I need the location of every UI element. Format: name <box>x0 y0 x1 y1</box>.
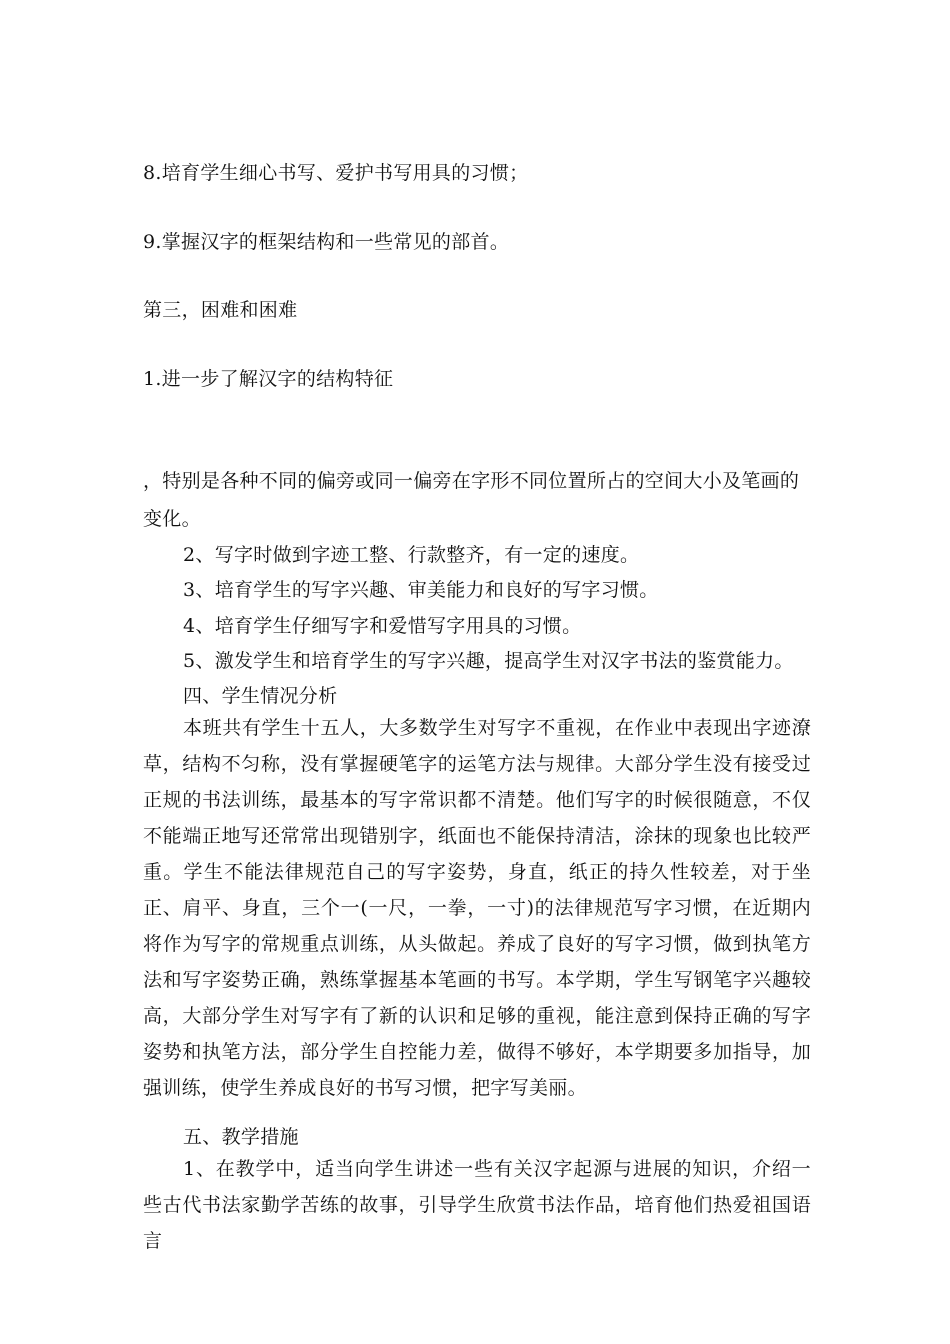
item-9: 9.掌握汉字的框架结构和一些常见的部首。 <box>143 231 510 253</box>
item-8: 8.培育学生细心书写、爱护书写用具的习惯； <box>143 162 529 184</box>
section-5-heading: 五、教学措施 <box>183 1126 299 1148</box>
list-item-4: 4、培育学生仔细写字和爱惜写字用具的习惯。 <box>183 615 582 637</box>
section-5-paragraph: 1、在教学中，适当向学生讲述一些有关汉字起源与进展的知识，介绍一些古代书法家勤学苦练的故事，引导学生欣赏书法作品，培育他们热爱祖国语言 <box>143 1158 811 1252</box>
list-item-2: 2、写字时做到字迹工整、行款整齐，有一定的速度。 <box>183 544 640 566</box>
list-item-3: 3、培育学生的写字兴趣、审美能力和良好的写字习惯。 <box>183 579 659 601</box>
list-item-5: 5、激发学生和培育学生的写字兴趣，提高学生对汉字书法的鉴赏能力。 <box>183 650 794 672</box>
continuation-line-2: 变化。 <box>143 508 201 530</box>
continuation-line-1: ，特别是各种不同的偏旁或同一偏旁在字形不同位置所占的空间大小及笔画的 <box>143 470 800 492</box>
section-3-item-1: 1.进一步了解汉字的结构特征 <box>143 368 394 390</box>
section-3-heading: 第三，困难和困难 <box>143 299 298 321</box>
section-4-paragraph: 本班共有学生十五人，大多数学生对写字不重视，在作业中表现出字迹潦草，结构不匀称，没有掌握硬笔字的运笔方法与规律。大部分学生没有接受过正规的书法训练，最基本的写字常识都不清楚。他们写字的时候很随意，不仅不能端正地写还常常出现错别字，纸面也不能保持清洁，涂抹的现象也比较严重。学生不能法律规范自己的写字姿势，身直，纸正的持久性较差，对于坐正、肩平、身直，三个一(一尺，一拳，一寸)的法律规范写字习惯，在近期内将作为写字的常规重点训练，从头做起。养成了良好的写字习惯，做到执笔方法和写字姿势正确，熟练掌握基本笔画的书写。本学期，学生写钢笔字兴趣较高，大部分学生对写字有了新的认识和足够的重视，能注意到保持正确的写字姿势和执笔方法，部分学生自控能力差，做得不够好，本学期要多加指导，加强训练，使学生养成良好的书写习惯，把字写美丽。 <box>143 717 811 1099</box>
section-4-heading: 四、学生情况分析 <box>183 685 338 707</box>
